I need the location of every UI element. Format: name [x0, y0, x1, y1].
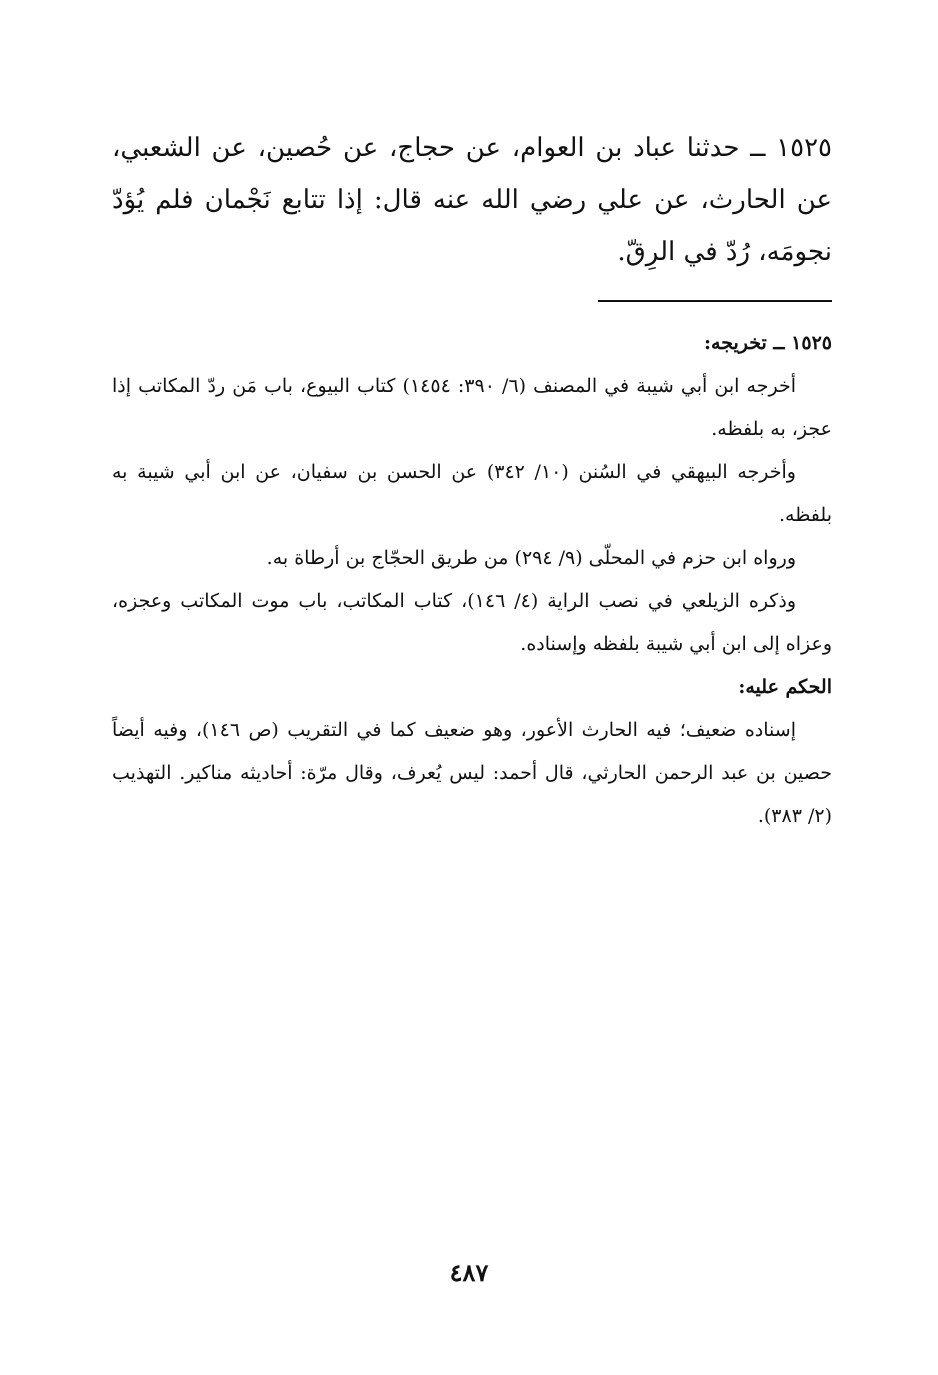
- hadith-text-block: [112, 122, 832, 278]
- footnote-divider: [598, 300, 832, 302]
- page-number: ٤٨٧: [449, 1258, 489, 1287]
- hadith-paragraph: ١٥٢٥ ــ حدثنا عباد بن العوام، عن حجاج، عن حُصين، عن الشعبي، عن الحارث، عن علي رضي الله عنه قال: إذا تتابع نَجْمان فلم يُؤدّ نجومَه، رُدّ في الرِقّ.: [112, 133, 832, 267]
- takhrij-paragraph-4: وذكره الزيلعي في نصب الراية (٤/ ١٤٦)، كتاب المكاتب، باب موت المكاتب وعجزه، وعزاه إلى ابن أبي شيبة بلفظه وإسناده.: [112, 590, 832, 655]
- takhrij-heading: ١٥٢٥ ــ تخريجه:: [704, 332, 832, 354]
- takhrij-paragraph-2: وأخرجه البيهقي في السُنن (١٠/ ٣٤٢) عن الحسن بن سفيان، عن ابن أبي شيبة به بلفظه.: [112, 461, 832, 526]
- takhrij-paragraph-1: أخرجه ابن أبي شيبة في المصنف (٦/ ٣٩٠: ١٤٥٤) كتاب البيوع، باب مَن ردّ المكاتب إذا عجز، به بلفظه.: [112, 375, 832, 440]
- footnotes-block: [112, 322, 832, 838]
- hukm-heading: الحكم عليه:: [738, 676, 832, 698]
- hukm-paragraph: إسناده ضعيف؛ فيه الحارث الأعور، وهو ضعيف كما في التقريب (ص ١٤٦)، وفيه أيضاً حصين بن عبد الرحمن الحارثي، قال أحمد: ليس يُعرف، وقال مرّة: أحاديثه مناكير. التهذيب (٢/ ٣٨٣).: [112, 719, 832, 827]
- takhrij-paragraph-3: ورواه ابن حزم في المحلّى (٩/ ٢٩٤) من طريق الحجّاج بن أرطاة به.: [266, 547, 796, 569]
